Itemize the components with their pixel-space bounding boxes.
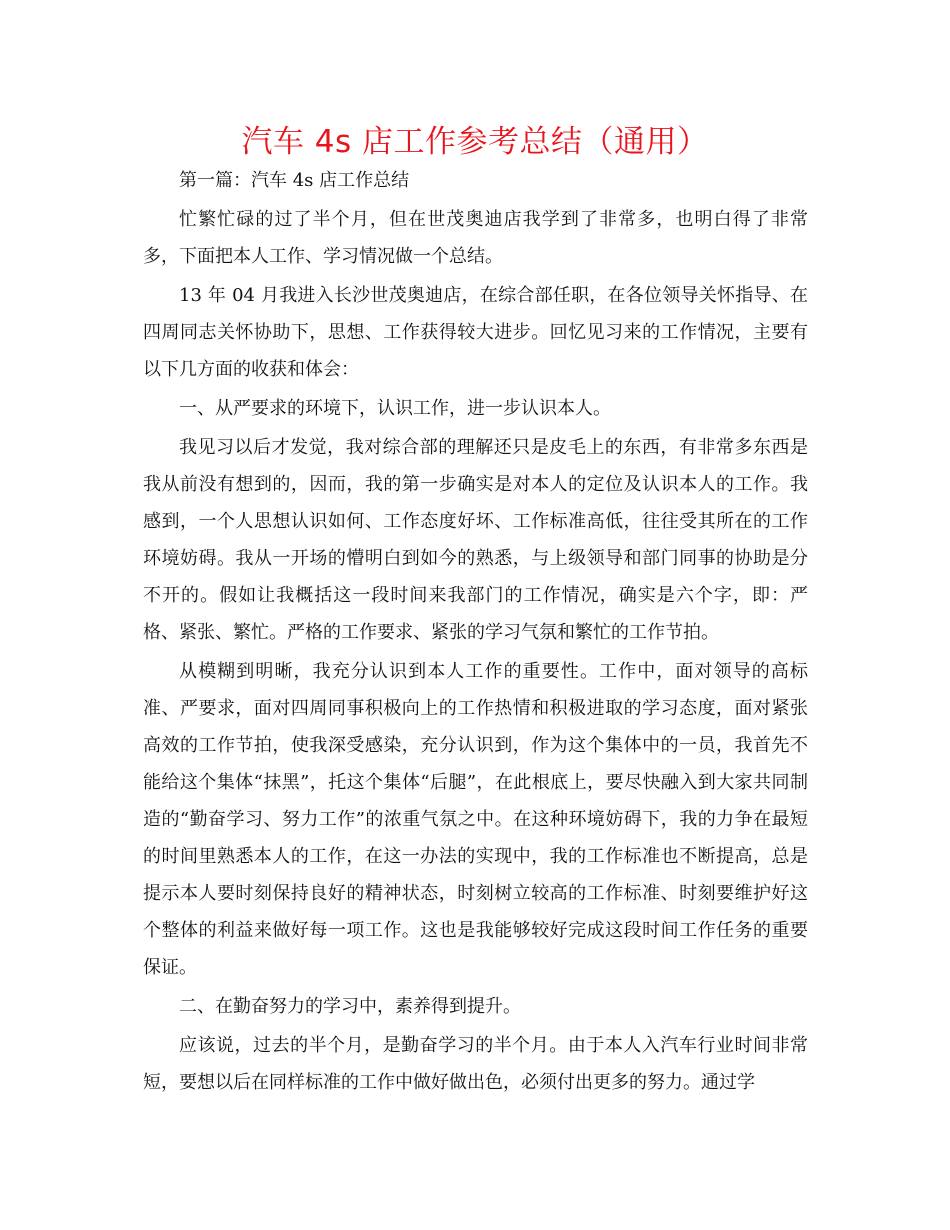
document-body [143, 162, 808, 1103]
paragraph: 应该说，过去的半个月，是勤奋学习的半个月。由于本人入汽车行业时间非常短，要想以后在同样标准的工作中做好做出色，必须付出更多的努力。通过学 [143, 1035, 808, 1093]
paragraph: 我见习以后才发觉，我对综合部的理解还只是皮毛上的东西，有非常多东西是我从前没有想到的，因而，我的第一步确实是对本人的定位及认识本人的工作。我感到，一个人思想认识如何、工作态度好坏、工作标准高低，往往受其所在的工作环境妨碍。我从一开场的懵明白到如今的熟悉，与上级领导和部门同事的协助是分不开的。假如让我概括这一段时间来我部门的工作情况，确实是六个字，即：严格、紧张、繁忙。严格的工作要求、紧张的学习气氛和繁忙的工作节拍。 [143, 437, 808, 643]
paragraph: 13 年 04 月我进入长沙世茂奥迪店，在综合部任职，在各位领导关怀指导、在四周同志关怀协助下，思想、工作获得较大进步。回忆见习来的工作情况，主要有以下几方面的收获和体会： [143, 285, 808, 380]
paragraph-section-heading: 第一篇：汽车 4s 店工作总结 [179, 170, 410, 191]
paragraph-heading-2: 二、在勤奋努力的学习中，素养得到提升。 [179, 996, 521, 1017]
paragraph: 忙繁忙碌的过了半个月，但在世茂奥迪店我学到了非常多，也明白得了非常多，下面把本人工作、学习情况做一个总结。 [143, 209, 808, 267]
paragraph: 从模糊到明晰，我充分认识到本人工作的重要性。工作中，面对领导的高标准、严要求，面对四周同事积极向上的工作热情和积极进取的学习态度，面对紧张高效的工作节拍，使我深受感染，充分认识到，作为这个集体中的一员，我首先不能给这个集体“抹黑”，托这个集体“后腿”，在此根底上，要尽快融入到大家共同制造的“勤奋学习、努力工作”的浓重气氛之中。在这种环境妨碍下，我的力争在最短的时间里熟悉本人的工作，在这一办法的实现中，我的工作标准也不断提高，总是提示本人要时刻保持良好的精神状态，时刻树立较高的工作标准、时刻要维护好这个整体的利益来做好每一项工作。这也是我能够较好完成这段时间工作任务的重要保证。 [143, 661, 808, 978]
paragraph-heading-1: 一、从严要求的环境下，认识工作，进一步认识本人。 [179, 398, 611, 419]
document-title: 汽车 4s 店工作参考总结（通用） [241, 124, 709, 160]
